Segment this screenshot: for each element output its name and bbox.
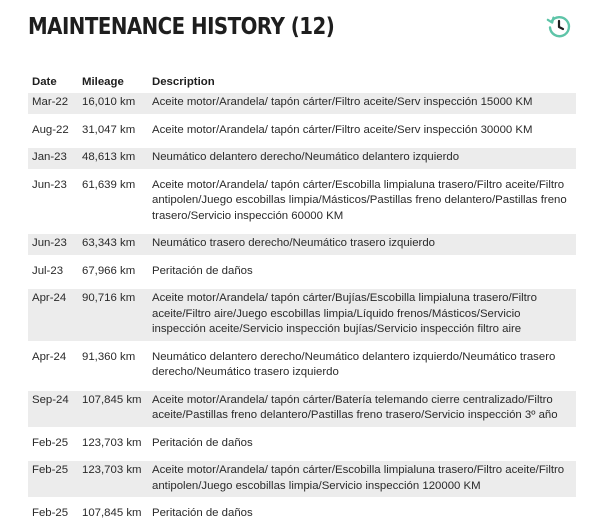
history-clock-icon[interactable] [545, 12, 573, 40]
table-row [28, 262, 576, 283]
mileage-cell: 107,845 km [82, 507, 142, 519]
table-row [28, 93, 576, 114]
date-cell: Feb-25 [32, 507, 69, 519]
row-gap [28, 114, 576, 121]
date-cell: Apr-24 [32, 350, 67, 363]
column-header-date: Date [32, 76, 57, 88]
description-cell: Aceite motor/Arandela/ tapón cárter/Filtro aceite/Serv inspección 30000 KM [152, 123, 533, 136]
mileage-cell: 90,716 km [78, 289, 148, 341]
table-row [28, 176, 576, 228]
table-row [28, 121, 576, 142]
table-header [28, 73, 576, 93]
row-gap-cell [28, 169, 576, 176]
mileage-cell: 123,703 km [82, 436, 142, 449]
description-cell: Aceite motor/Arandela/ tapón cárter/Escobilla limpialuna trasero/Filtro aceite/Filtro antipolen/Juego escobillas limpia/Servicio inspección 120000 KM [148, 461, 576, 497]
table-row [28, 434, 576, 455]
mileage-cell: 107,845 km [78, 391, 148, 427]
column-header-mileage: Mileage [82, 76, 124, 88]
table-row [28, 234, 576, 255]
row-gap [28, 384, 576, 391]
page-title: MAINTENANCE HISTORY (12) [28, 14, 335, 40]
row-gap [28, 169, 576, 176]
table-row [28, 391, 576, 427]
description-cell: Aceite motor/Arandela/ tapón cárter/Escobilla limpialuna trasero/Filtro aceite/Filtro antipolen/Juego escobillas limpia/Másticos/Pastillas freno delantero/Pastillas freno trasero/Servicio inspección 60000 KM [152, 178, 567, 222]
description-cell: Peritación de daños [152, 264, 253, 277]
date-cell: Feb-25 [28, 461, 78, 497]
description-cell: Neumático delantero derecho/Neumático delantero izquierdo [148, 148, 576, 169]
row-gap-cell [28, 497, 576, 504]
description-cell: Peritación de daños [152, 436, 253, 449]
row-gap-cell [28, 384, 576, 391]
row-gap-cell [28, 454, 576, 461]
date-cell: Apr-24 [28, 289, 78, 341]
table-row [28, 504, 576, 525]
mileage-cell: 31,047 km [82, 123, 136, 136]
row-gap-cell [28, 255, 576, 262]
row-gap [28, 427, 576, 434]
table-row [28, 289, 576, 341]
row-gap [28, 282, 576, 289]
date-cell: Jun-23 [28, 234, 78, 255]
date-cell: Mar-22 [28, 93, 78, 114]
description-cell: Neumático trasero derecho/Neumático trasero izquierdo [148, 234, 576, 255]
date-cell: Sep-24 [28, 391, 78, 427]
row-gap [28, 255, 576, 262]
row-gap-cell [28, 227, 576, 234]
table-row [28, 461, 576, 497]
mileage-cell: 61,639 km [82, 178, 136, 191]
row-gap [28, 227, 576, 234]
mileage-cell: 16,010 km [78, 93, 148, 114]
column-header-description: Description [152, 76, 215, 88]
description-cell: Aceite motor/Arandela/ tapón cárter/Batería telemando cierre centralizado/Filtro aceite/Pastillas freno delantero/Pastillas freno trasero/Servicio inspección 3º año [148, 391, 576, 427]
row-gap-cell [28, 427, 576, 434]
row-gap-cell [28, 282, 576, 289]
description-cell: Neumático delantero derecho/Neumático delantero izquierdo/Neumático trasero derecho/Neumático trasero izquierdo [152, 350, 556, 378]
row-gap-cell [28, 114, 576, 121]
mileage-cell: 91,360 km [82, 350, 136, 363]
description-cell: Aceite motor/Arandela/ tapón cárter/Bujías/Escobilla limpialuna trasero/Filtro aceite/Filtro aire/Juego escobillas limpia/Líquido frenos/Másticos/Servicio inspección aceite/Servicio inspección bujías/Servicio inspección filtro aire [148, 289, 576, 341]
table-row [28, 148, 576, 169]
date-cell: Jul-23 [32, 264, 64, 277]
row-gap-cell [28, 141, 576, 148]
mileage-cell: 67,966 km [82, 264, 136, 277]
row-gap-cell [28, 341, 576, 348]
row-gap [28, 341, 576, 348]
mileage-cell: 63,343 km [78, 234, 148, 255]
description-cell: Peritación de daños [152, 507, 253, 519]
row-gap [28, 141, 576, 148]
mileage-cell: 48,613 km [78, 148, 148, 169]
table-row [28, 348, 576, 384]
row-gap [28, 454, 576, 461]
date-cell: Feb-25 [32, 436, 69, 449]
date-cell: Jan-23 [28, 148, 78, 169]
maintenance-table [28, 73, 576, 525]
row-gap [28, 497, 576, 504]
mileage-cell: 123,703 km [78, 461, 148, 497]
date-cell: Jun-23 [32, 178, 67, 191]
description-cell: Aceite motor/Arandela/ tapón cárter/Filtro aceite/Serv inspección 15000 KM [148, 93, 576, 114]
date-cell: Aug-22 [32, 123, 69, 136]
